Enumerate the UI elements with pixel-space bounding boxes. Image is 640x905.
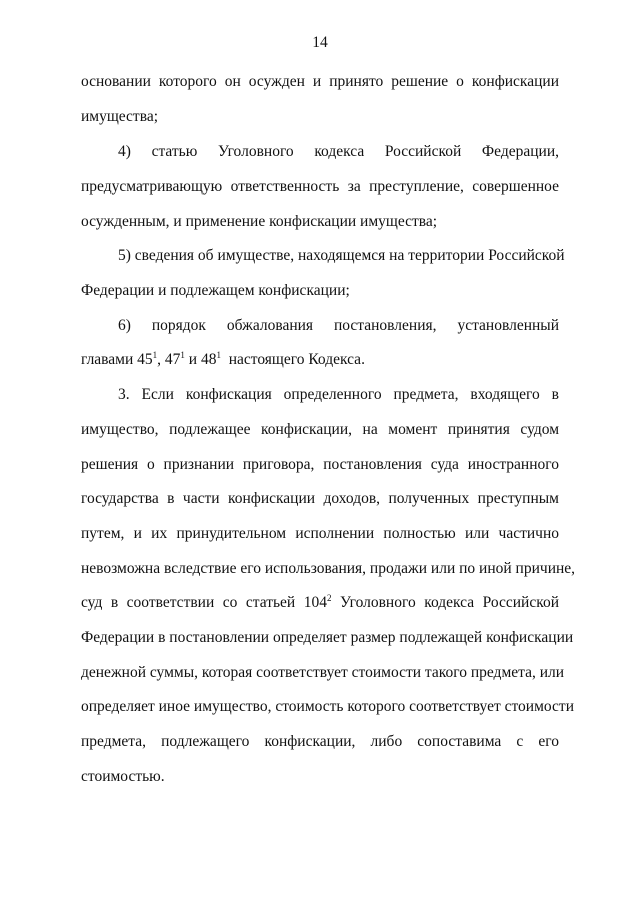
text-line: 4) статью Уголовного кодекса Российской Федерации, [118, 143, 559, 160]
superscript: 1 [152, 350, 158, 360]
text-line: стоимостью. [81, 768, 165, 785]
text-line: предусматривающую ответственность за преступление, совершенное [81, 178, 559, 195]
superscript: 1 [216, 350, 221, 360]
text-line: определяет иное имущество, стоимость которого соответствует стоимости [81, 698, 574, 715]
text-line: Федерации в постановлении определяет размер подлежащей конфискации [81, 629, 574, 646]
superscript: 1 [180, 350, 185, 360]
text-line: 5) сведения об имуществе, находящемся на территории Российской [118, 247, 565, 264]
text-line: путем, и их принудительном исполнении полностью или частично [81, 525, 559, 542]
text-line: предмета, подлежащего конфискации, либо сопоставима с его [81, 733, 559, 750]
text-line: имущество, подлежащее конфискации, на момент принятия судом [81, 421, 559, 438]
page-number: 14 [312, 34, 328, 51]
text-line: осужденным, и применение конфискации имущества; [81, 213, 438, 230]
text-line: государства в части конфискации доходов, полученных преступным [81, 490, 559, 507]
text-fragment: и 48 [184, 351, 217, 368]
text-line: решения о признании приговора, постановления суда иностранного [81, 456, 559, 473]
text-fragment: , 47 [157, 351, 181, 368]
text-line: 6) порядок обжалования постановления, установленный [118, 317, 559, 334]
text-line: основании которого он осужден и принято решение о конфискации [81, 73, 559, 90]
text-fragment: главами 45 [81, 351, 153, 368]
text-fragment: настоящего Кодекса. [220, 351, 365, 368]
text-fragment: суд в соответствии со статьей 104 [81, 594, 327, 611]
text-fragment: Уголовного кодекса Российской [331, 594, 559, 611]
text-line: 3. Если конфискация определенного предмета, входящего в [118, 386, 559, 403]
superscript: 2 [326, 593, 332, 603]
text-line: имущества; [81, 108, 159, 125]
text-line-with-superscripts [81, 350, 365, 370]
text-line: невозможна вследствие его использования, продажи или по иной причине, [81, 560, 576, 577]
text-line-with-superscript [81, 593, 559, 613]
text-line: Федерации и подлежащем конфискации; [81, 282, 350, 299]
text-line: денежной суммы, которая соответствует стоимости такого предмета, или [81, 664, 565, 681]
